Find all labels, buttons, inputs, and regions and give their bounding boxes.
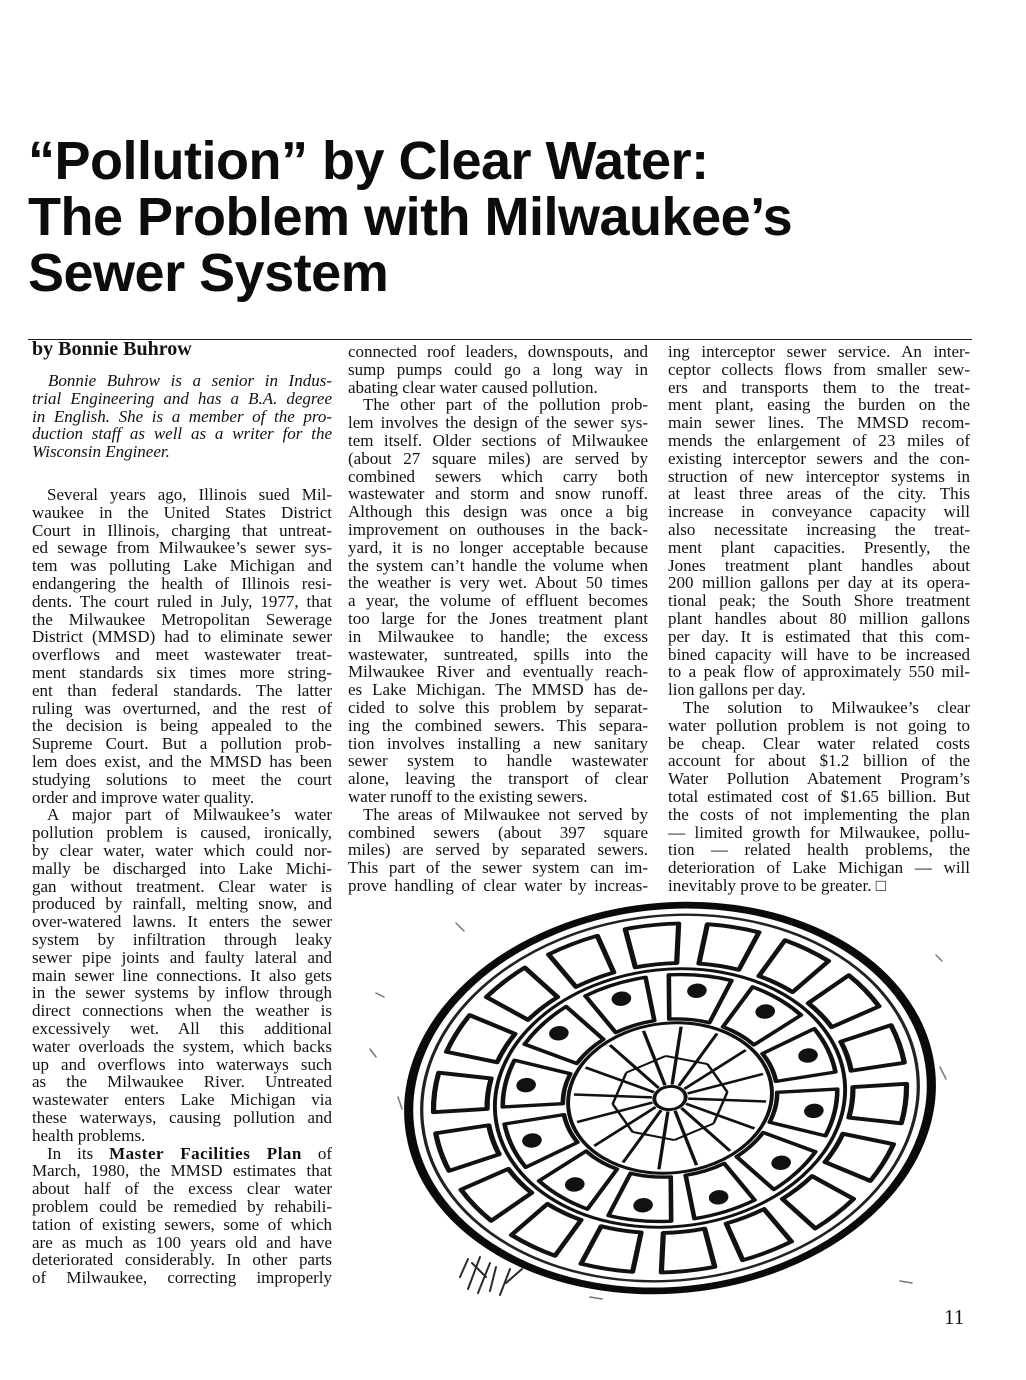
- text-line: in the sewer systems by inflow through: [32, 983, 332, 1003]
- text-line: alone, leaving the transport of clear: [348, 769, 648, 789]
- dirt-speck: [370, 1049, 376, 1057]
- text-line: total estimated cost of $1.65 billion. But: [668, 787, 970, 807]
- text-line: up and overflows into waterways such: [32, 1054, 332, 1074]
- text-line: ruling was overturned, and the rest of: [32, 698, 332, 718]
- text-line: inevitably prove to be greater. □: [668, 876, 886, 895]
- text-line: per day. It is estimated that this com-: [668, 626, 970, 646]
- byline: by Bonnie Buhrow: [32, 338, 192, 360]
- text-line: The solution to Milwaukee’s clear: [683, 698, 970, 718]
- text-line: tion — related health problems, the: [668, 840, 970, 860]
- bold-phrase: Master Facilities Plan: [109, 1143, 302, 1163]
- text-line: ers and transports them to the treat-: [668, 377, 970, 397]
- text-line: are as much as 100 years old and have: [32, 1232, 332, 1252]
- text-line: also necessitate increasing the treat-: [668, 520, 970, 540]
- paragraph: [32, 806, 332, 1144]
- text-line: excessively wet. All this additional: [32, 1019, 332, 1038]
- text-line: in Milwaukee to handle; the excess: [348, 626, 648, 646]
- manhole-cover-photo: [340, 897, 1000, 1305]
- text-line: about half of the excess clear water: [32, 1179, 332, 1199]
- dirt-speck: [376, 993, 384, 997]
- text-line: duction staff as well as a writer for the: [32, 424, 332, 444]
- article-title: [28, 133, 792, 301]
- text-line: miles) are served by separated sewers.: [348, 840, 648, 860]
- text-line: water runoff to the existing sewers.: [348, 787, 588, 807]
- text-line: — limited growth for Milwaukee, pollu-: [668, 822, 970, 842]
- text-line: waukee in the United States District: [32, 502, 332, 522]
- text-line: problem could be remedied by rehabili-: [32, 1196, 332, 1216]
- text-line: tional peak; the South Shore treatment: [668, 591, 970, 611]
- text-line: 200 million gallons per day at its opera-: [668, 573, 970, 593]
- column-2: [348, 343, 648, 895]
- text-line: account for about $1.2 billion of the: [668, 751, 970, 771]
- grass-blade: [490, 1267, 496, 1291]
- text-line: Milwaukee River and eventually reach-: [348, 662, 648, 682]
- text-line: be cheap. Clear water related costs: [668, 733, 970, 753]
- text-line: combined sewers (about 397 square: [348, 822, 648, 842]
- text-line: ment standards six times more string-: [32, 663, 332, 683]
- text-line: March, 1980, the MMSD estimates that: [32, 1161, 332, 1181]
- text-line: sump pumps could go a long way in: [348, 359, 648, 379]
- text-line: ceptor collects flows from smaller sew-: [668, 359, 970, 379]
- text-line: lion gallons per day.: [668, 680, 806, 700]
- text-line: Court in Illinois, charging that untreat-: [32, 520, 332, 540]
- text-line: Supreme Court. But a pollution prob-: [32, 734, 332, 754]
- text-line: by clear water, water which could nor-: [32, 841, 332, 861]
- paragraph: [668, 699, 970, 895]
- text-line: cided to solve this problem by separat-: [348, 698, 648, 718]
- text-line: the weather is very wet. About 50 times: [348, 573, 648, 593]
- paragraph: [668, 343, 970, 699]
- text-line: a year, the volume of effluent becomes: [348, 591, 648, 611]
- text-line: tation of existing sewers, some of which: [32, 1214, 332, 1234]
- text-line: tion involves installing a new sanitary: [348, 733, 648, 753]
- title-line: “Pollution” by Clear Water:: [28, 131, 709, 191]
- text-line: deterioration of Lake Michigan — will: [668, 858, 970, 878]
- text-line: pollution problem is caused, ironically,: [32, 823, 332, 843]
- text-line: gan without treatment. Clear water is: [32, 876, 332, 896]
- text-line: ing interceptor sewer service. An inter-: [668, 342, 970, 362]
- text-line: tem itself. Older sections of Milwaukee: [348, 431, 648, 451]
- text-line: to a peak flow of approximately 550 mil-: [668, 662, 970, 682]
- author-bio: [32, 372, 332, 461]
- title-line: The Problem with Milwaukee’s: [28, 187, 793, 247]
- paragraph: [32, 372, 332, 461]
- text-line: wastewater and storm and snow runoff.: [348, 484, 648, 504]
- text-line: deteriorated considerably. In other parts: [32, 1250, 332, 1270]
- text-line: yard, it is no longer acceptable because: [348, 537, 648, 557]
- text-line: tem was polluting Lake Michigan and: [32, 556, 332, 576]
- text-line: dents. The court ruled in July, 1977, that: [32, 591, 332, 611]
- cover-slot: [657, 1228, 715, 1274]
- text-line: Several years ago, Illinois sued Mil-: [47, 485, 332, 505]
- text-line: Bonnie Buhrow is a senior in Indus-: [48, 371, 332, 391]
- text-line: [32, 1145, 332, 1163]
- dirt-speck: [398, 1097, 402, 1109]
- text-line: the decision is being appealed to the: [32, 716, 332, 736]
- text-line: ed sewage from Milwaukee’s sewer sys-: [32, 538, 332, 558]
- text-line: system by infiltration through leaky: [32, 930, 332, 950]
- text-line: lem does exist, and the MMSD has been: [32, 752, 332, 772]
- title-line: Sewer System: [28, 243, 389, 303]
- paragraph: [348, 343, 648, 396]
- text-line: This part of the sewer system can im-: [348, 858, 648, 878]
- paragraph: [32, 1145, 332, 1287]
- text-line: water pollution problem is not going to: [668, 715, 970, 735]
- text-line: at least three areas of the city. This: [668, 484, 970, 504]
- dirt-speck: [900, 1281, 912, 1283]
- text-line: lem involves the design of the sewer sys-: [348, 413, 648, 433]
- text-line: plant handles about 80 million gallons: [668, 609, 970, 629]
- text-line: studying solutions to meet the court: [32, 769, 332, 789]
- text-line: over-watered lawns. It enters the sewer: [32, 912, 332, 932]
- text-line: mally be discharged into Lake Michi-: [32, 858, 332, 878]
- dirt-speck: [456, 923, 464, 931]
- text-line: health problems.: [32, 1125, 146, 1145]
- text-line: es Lake Michigan. The MMSD has de-: [348, 680, 648, 700]
- paragraph: [348, 396, 648, 805]
- text-line: wastewater, suntreated, spills into the: [348, 644, 648, 664]
- text-line: struction of new interceptor systems in: [668, 466, 970, 486]
- text-line: ment plant, easing the burden on the: [668, 395, 970, 415]
- text-line: Wisconsin Engineer.: [32, 442, 170, 462]
- text-line: (about 27 square miles) are served by: [348, 448, 648, 468]
- text-line: Jones treatment plant handles about: [668, 555, 970, 575]
- text-line: Water Pollution Abatement Program’s: [668, 769, 970, 789]
- text-line: ent than federal standards. The latter: [32, 680, 332, 700]
- grass-blade: [468, 1257, 480, 1289]
- text-line: sewer pipe joints and faulty lateral and: [32, 947, 332, 967]
- text-line: main sewer lines. The MMSD recom-: [668, 413, 970, 433]
- text-line: bined capacity will have to be increased: [668, 644, 970, 664]
- text-line: wastewater enters Lake Michigan via: [32, 1090, 332, 1110]
- paragraph: [348, 806, 648, 895]
- text-line: direct connections when the weather is: [32, 1001, 332, 1021]
- text-line: order and improve water quality.: [32, 787, 255, 807]
- text-line: prove handling of clear water by increas-: [348, 876, 648, 895]
- text-line: water overloads the system, which backs: [32, 1036, 332, 1056]
- text-line: ment plant capacities. Presently, the: [668, 537, 970, 557]
- text-line: ing the combined sewers. This separa-: [348, 715, 648, 735]
- text-line: A major part of Milwaukee’s water: [47, 805, 332, 825]
- text-line: trial Engineering and has a B.A. degree: [32, 388, 332, 408]
- text-line: main sewer line connections. It also gets: [32, 965, 332, 985]
- manhole-cover: [389, 897, 950, 1305]
- text-line: sewer system to handle wastewater: [348, 751, 648, 771]
- text-line: District (MMSD) had to eliminate sewer: [32, 627, 332, 647]
- dirt-speck: [940, 1067, 946, 1079]
- text-line: the system can’t handle the volume when: [348, 555, 648, 575]
- text-line: improvement on outhouses in the back-: [348, 520, 648, 540]
- paragraph: [32, 486, 332, 806]
- text-line: increase in conveyance capacity will: [668, 502, 970, 522]
- grass-blade: [478, 1263, 490, 1293]
- text-line: as the Milwaukee River. Untreated: [32, 1072, 332, 1092]
- text-line: of Milwaukee, correcting improperly: [32, 1268, 332, 1288]
- text-line: endangering the health of Illinois resi-: [32, 574, 332, 594]
- text-line: overflows and meet wastewater treat-: [32, 645, 332, 665]
- text-line: mends the enlargement of 23 miles of: [668, 431, 970, 451]
- page-number: 11: [944, 1305, 965, 1329]
- text-line: the Milwaukee Metropolitan Sewerage: [32, 609, 332, 629]
- text-line: Although this design was once a big: [348, 502, 648, 522]
- text-line: too large for the Jones treatment plant: [348, 609, 648, 629]
- text-line: abating clear water caused pollution.: [348, 377, 598, 397]
- grass-blade: [460, 1259, 468, 1277]
- text-line: existing interceptor sewers and the con-: [668, 448, 970, 468]
- text-line: The other part of the pollution prob-: [363, 395, 648, 415]
- text-line: The areas of Milwaukee not served by: [363, 804, 648, 824]
- text-line: combined sewers which carry both: [348, 466, 648, 486]
- text-line: produced by rainfall, melting snow, and: [32, 894, 332, 914]
- text-line: in English. She is a member of the pro-: [32, 406, 332, 426]
- column-3: [668, 343, 970, 895]
- text-span: In its: [47, 1143, 110, 1163]
- column-1: [32, 486, 332, 1287]
- dirt-speck: [936, 955, 942, 961]
- dirt-speck: [590, 1297, 602, 1299]
- text-span: of: [301, 1143, 332, 1163]
- text-line: connected roof leaders, downspouts, and: [348, 342, 648, 362]
- cover-slot: [625, 922, 683, 968]
- text-line: these waterways, causing pollution and: [32, 1107, 332, 1127]
- text-line: the costs of not implementing the plan: [668, 804, 970, 824]
